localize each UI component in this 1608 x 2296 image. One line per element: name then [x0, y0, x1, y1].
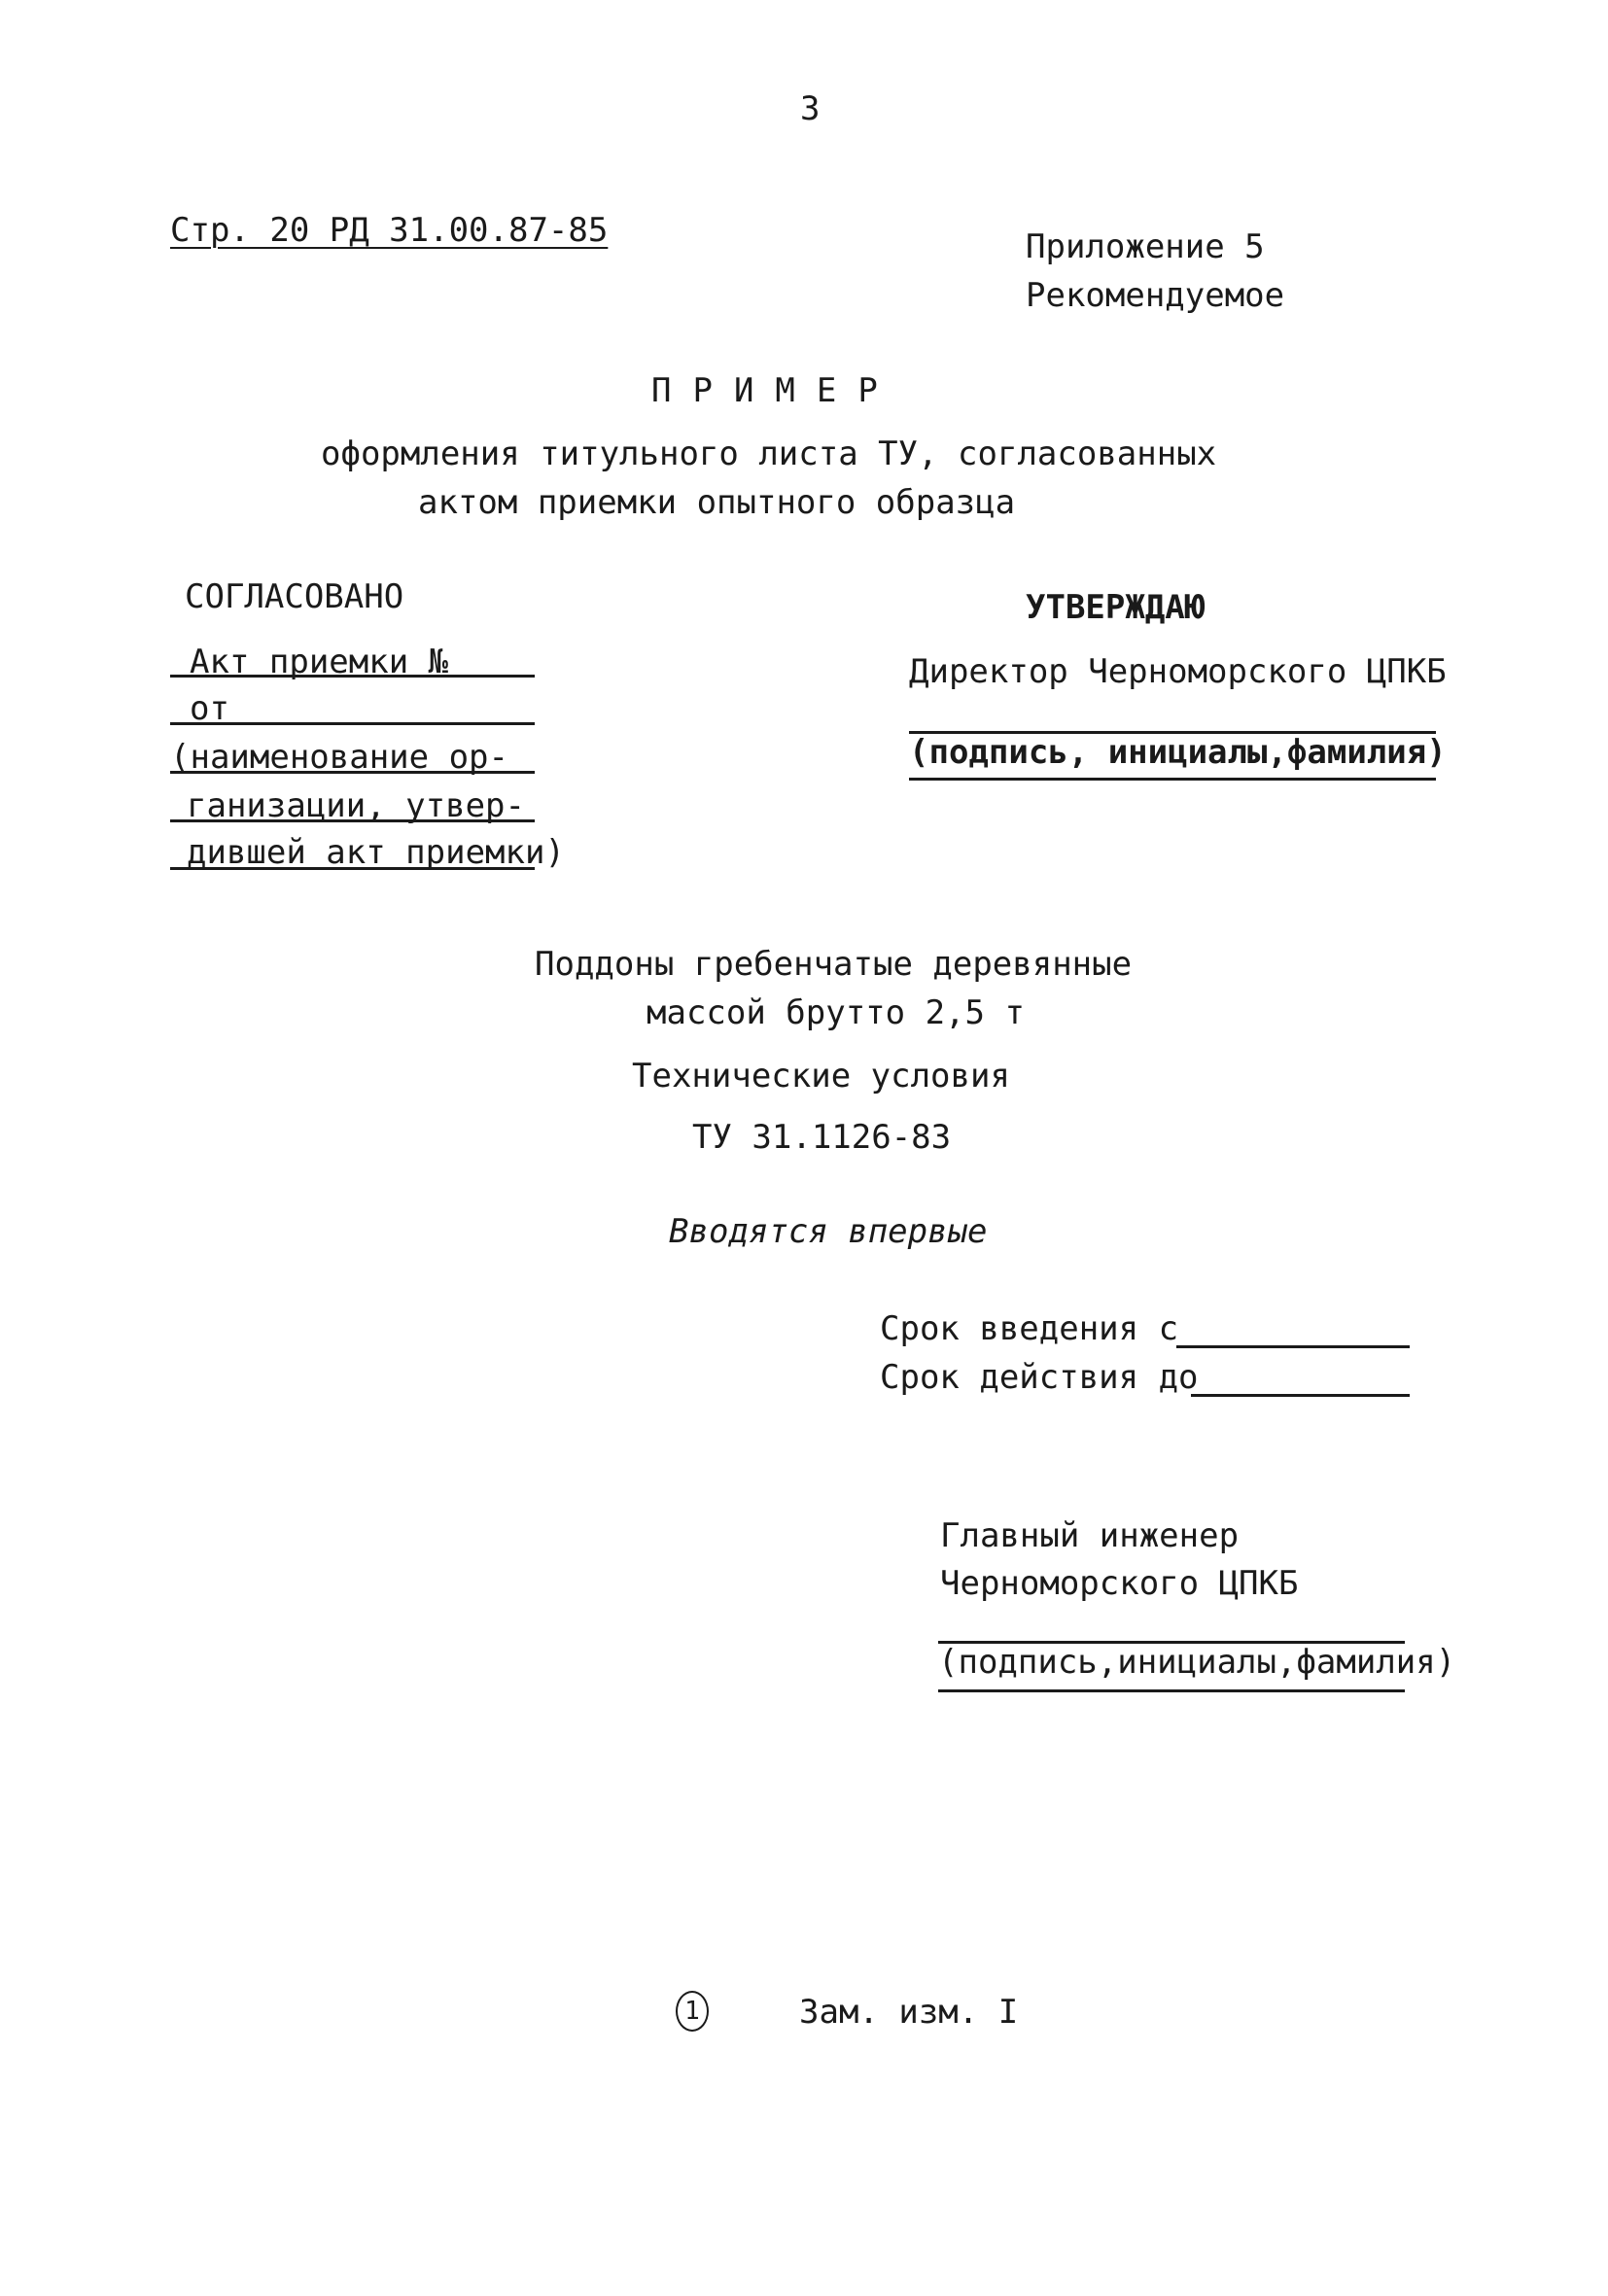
chief-engineer-signature-hint: (подпись,инициалы,фамилия): [938, 1643, 1456, 1682]
document-code: ТУ 31.1126-83: [692, 1118, 952, 1157]
org-name-rule-1: [170, 771, 535, 774]
intro-note: Вводятся впервые: [669, 1212, 988, 1251]
subtitle-line-2: актом приемки опытного образца: [418, 483, 1016, 522]
end-date-rule: [1191, 1394, 1410, 1397]
start-date-rule: [1176, 1345, 1410, 1348]
document-reference: Стр. 20 РД 31.00.87-85: [170, 211, 609, 250]
agreed-label: СОГЛАСОВАНО: [185, 577, 404, 616]
subtitle-line-1: оформления титульного листа ТУ, согласованных: [321, 435, 1217, 473]
org-name-line-2: ганизации, утвер-: [187, 786, 525, 825]
org-name-line-3-text: дившей акт приемки: [187, 833, 545, 872]
chief-engineer-signature-underline: [938, 1689, 1405, 1692]
end-date-label: Срок действия до: [880, 1358, 1199, 1397]
document-type: Технические условия: [632, 1057, 1010, 1096]
approve-signature-rule: [909, 731, 1436, 734]
act-number-line: Акт приемки №: [190, 643, 449, 681]
page-number: 3: [800, 89, 821, 128]
change-mark: 1: [676, 1991, 709, 2032]
act-date-rule: [170, 722, 535, 725]
approve-position: Директор Черноморского ЦПКБ: [909, 652, 1447, 691]
change-note: Зам. изм. I: [799, 1993, 1019, 2032]
org-name-rule-3: [170, 867, 535, 870]
page-title: ПРИМЕР: [651, 371, 899, 410]
chief-engineer-org: Черноморского ЦПКБ: [940, 1564, 1299, 1603]
org-name-rule-2: [170, 819, 535, 822]
act-date-line: от: [190, 689, 229, 728]
org-name-line-3: [187, 833, 565, 872]
appendix-number: Приложение 5: [1026, 227, 1265, 266]
approve-signature-underline: [909, 778, 1436, 781]
chief-engineer-title: Главный инженер: [940, 1516, 1240, 1555]
act-number-rule: [170, 675, 535, 678]
approve-label: УТВЕРЖДАЮ: [1026, 588, 1206, 627]
org-name-line-1: (наименование ор-: [170, 738, 508, 777]
approve-signature-hint: (подпись, инициалы,фамилия): [909, 733, 1447, 772]
appendix-status: Рекомендуемое: [1026, 276, 1285, 315]
start-date-label: Срок введения с: [880, 1309, 1179, 1348]
product-name-line-2: массой брутто 2,5 т: [647, 993, 1025, 1032]
org-name-line-3-paren: ): [544, 833, 565, 872]
product-name-line-1: Поддоны гребенчатые деревянные: [535, 945, 1133, 984]
